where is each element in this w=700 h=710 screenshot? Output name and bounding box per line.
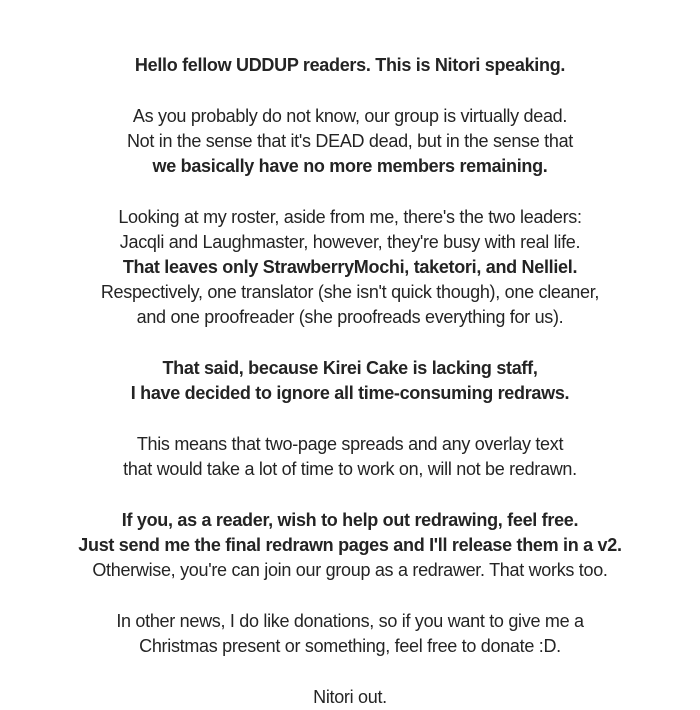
- text-line: that would take a lot of time to work on, will not be redrawn.: [123, 459, 577, 479]
- text-line: Otherwise, you're can join our group as a redrawer. That works too.: [92, 560, 608, 580]
- text-line: As you probably do not know, our group is virtually dead.: [132, 106, 568, 126]
- text-line: That said, because Kirei Cake is lacking staff,: [162, 358, 538, 378]
- text-line: Nitori out.: [313, 687, 387, 707]
- text-line: This means that two-page spreads and any overlay text: [136, 434, 564, 454]
- text-line: I have decided to ignore all time-consuming redraws.: [130, 383, 570, 403]
- text-line: Respectively, one translator (she isn't quick though), one cleaner,: [100, 282, 600, 302]
- text-line: Just send me the final redrawn pages and I'll release them in a v2.: [78, 535, 622, 555]
- text-line: and one proofreader (she proofreads everything for us).: [136, 307, 564, 327]
- text-line: we basically have no more members remaining.: [152, 156, 548, 176]
- text-line: Jacqli and Laughmaster, however, they're busy with real life.: [119, 232, 581, 252]
- text-line: That leaves only StrawberryMochi, taketori, and Nelliel.: [122, 257, 578, 277]
- text-line: Not in the sense that it's DEAD dead, but in the sense that: [126, 131, 573, 151]
- text-line: If you, as a reader, wish to help out redrawing, feel free.: [121, 510, 579, 530]
- text-line: Hello fellow UDDUP readers. This is Nitori speaking.: [134, 55, 566, 75]
- text-line: In other news, I do like donations, so if you want to give me a: [116, 611, 584, 631]
- text-line: Looking at my roster, aside from me, there's the two leaders:: [118, 207, 582, 227]
- text-line: Christmas present or something, feel free to donate :D.: [139, 636, 561, 656]
